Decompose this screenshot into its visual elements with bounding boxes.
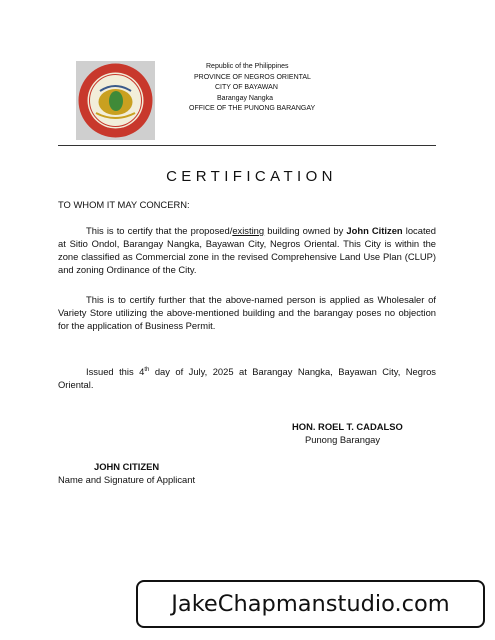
applicant-name: JOHN CITIZEN <box>94 461 160 472</box>
paragraph-issued <box>58 364 436 392</box>
header-country: Republic of the Philippines <box>206 63 289 70</box>
header-divider <box>58 145 436 146</box>
signatory-name: HON. ROEL T. CADALSO <box>292 421 403 432</box>
applicant-block <box>58 460 195 486</box>
p3-text-after: day of July, 2025 at Barangay Nangka, Bayawan City, Negros Oriental. <box>58 366 436 391</box>
p1-owner-name: John Citizen <box>346 225 403 236</box>
salutation: TO WHOM IT MAY CONCERN: <box>58 199 190 210</box>
signatory-position: Punong Barangay <box>305 434 381 445</box>
p2-text: This is to certify further that the above-named person is applied as Wholesaler of Variety Store utilizing the above-mentioned building and the barangay poses no objection for the application of Business Permit. <box>58 294 436 331</box>
watermark-box <box>136 580 485 628</box>
p1-existing-underlined: existing <box>232 225 265 236</box>
signatory-block <box>292 420 403 446</box>
p1-text-middle: building owned by <box>264 225 347 236</box>
barangay-seal-icon <box>76 61 155 140</box>
p1-text-before: This is to certify that the proposed/ <box>86 225 233 236</box>
p3-ordinal: th <box>144 367 150 373</box>
paragraph-business <box>58 294 436 333</box>
header-province: PROVINCE OF NEGROS ORIENTAL <box>194 73 311 81</box>
letterhead <box>170 62 350 115</box>
applicant-caption: Name and Signature of Applicant <box>58 474 196 485</box>
document-title: CERTIFICATION <box>166 168 337 185</box>
header-office: OFFICE OF THE PUNONG BARANGAY <box>189 105 316 112</box>
p3-text-before: Issued this 4 <box>86 366 145 378</box>
paragraph-zoning <box>58 225 436 277</box>
header-barangay: Barangay Nangka <box>217 94 274 102</box>
p1-text-after: located at Sitio Ondol, Barangay Nangka, Bayawan City, Negros Oriental. This City is within the zone classified as Commercial zone in the revised Comprehensive Land Use Plan (CLUP) and zoning Ordinance of the City. <box>58 225 436 275</box>
seal-graphic <box>76 61 155 140</box>
header-city: CITY OF BAYAWAN <box>215 84 278 91</box>
watermark-text: JakeChapmanstudio.com <box>171 591 450 617</box>
